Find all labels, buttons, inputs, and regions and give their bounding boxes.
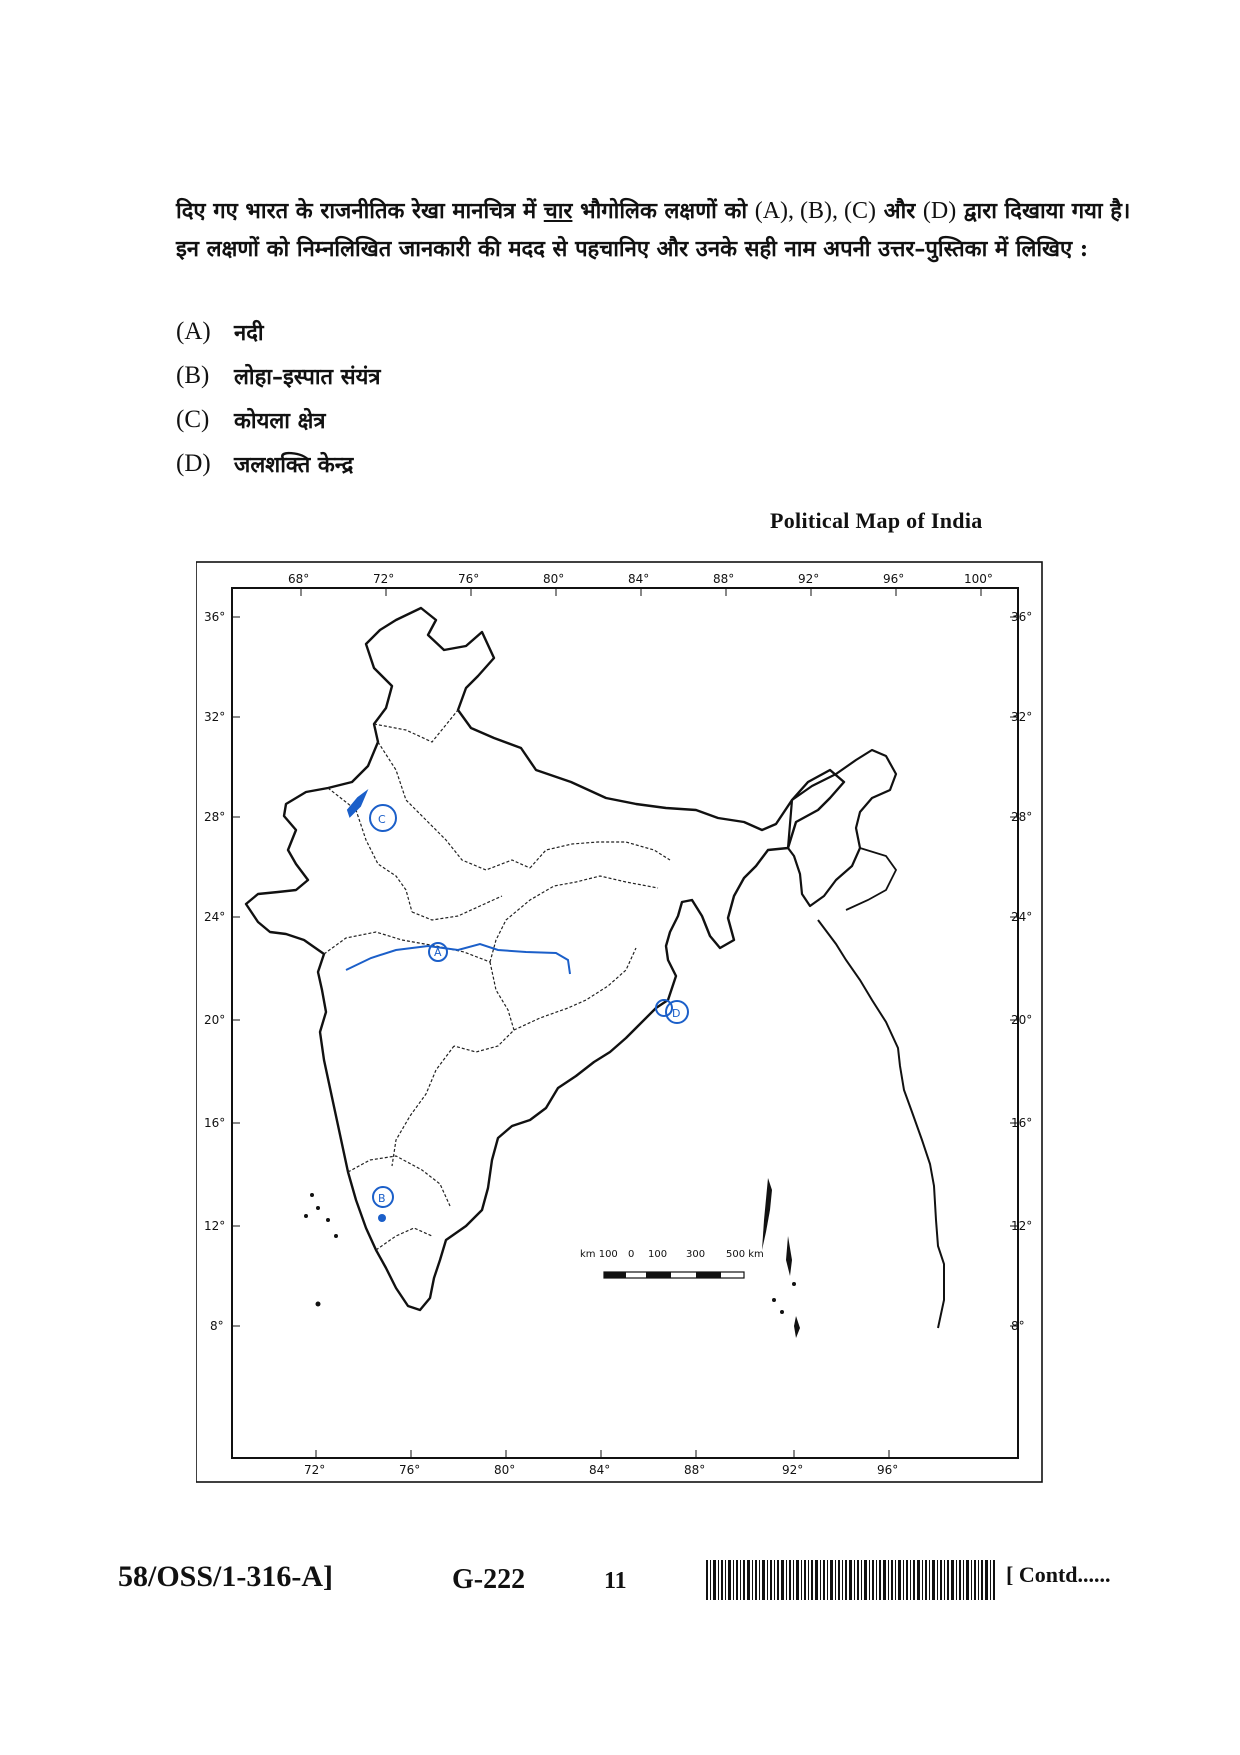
map-title: Political Map of India [770, 508, 983, 533]
right-tick-label: 20° [1011, 1013, 1033, 1027]
right-tick-label: 32° [1011, 710, 1033, 724]
top-tick-label: 72° [373, 572, 395, 586]
left-tick-label: 12° [204, 1219, 226, 1233]
left-tick-label: 8° [210, 1319, 224, 1333]
left-tick-label: 24° [204, 910, 226, 924]
eastern-coast [818, 920, 944, 1328]
ink-labels [378, 813, 680, 1205]
right-tick-label: 24° [1011, 910, 1033, 924]
left-tick-label: 20° [204, 1013, 226, 1027]
northeast-outline [788, 750, 896, 906]
right-ticks [1010, 610, 1032, 1333]
bottom-tick-label: 76° [399, 1463, 421, 1477]
right-tick-label: 36° [1011, 610, 1033, 624]
marker-d-label: D [672, 1007, 681, 1020]
marker-b-label: B [378, 1192, 386, 1205]
scale-bar [580, 1249, 764, 1278]
right-tick-label: 28° [1011, 810, 1033, 824]
top-tick-label: 88° [713, 572, 735, 586]
top-tick-label: 84° [628, 572, 650, 586]
options-list [176, 310, 381, 486]
option-b: (B) लोहा–इस्पात संयंत्र [176, 362, 381, 390]
barcode [706, 1560, 996, 1600]
bottom-tick-label: 84° [589, 1463, 611, 1477]
bottom-ticks [304, 1450, 898, 1477]
bottom-tick-label: 96° [877, 1463, 899, 1477]
top-tick-label: 92° [798, 572, 820, 586]
page-number: 11 [604, 1568, 627, 1594]
scale-left-label: km 100 [580, 1249, 618, 1260]
top-ticks [288, 572, 993, 596]
bottom-tick-label: 80° [494, 1463, 516, 1477]
scale-tick-100: 100 [648, 1249, 668, 1260]
india-map [196, 560, 1046, 1485]
scale-tick-300: 300 [686, 1249, 706, 1260]
scale-tick-0: 0 [628, 1249, 635, 1260]
option-c: (C) कोयला क्षेत्र [176, 406, 326, 434]
bay-coast [846, 848, 896, 910]
coal-field-mark [348, 792, 366, 816]
bottom-tick-label: 92° [782, 1463, 804, 1477]
ink-markings [346, 805, 688, 1207]
marker-a-label: A [434, 946, 442, 959]
left-tick-label: 28° [204, 810, 226, 824]
left-ticks [204, 610, 240, 1333]
top-tick-label: 100° [964, 572, 993, 586]
paper-code: 58/OSS/1-316-A] [118, 1560, 334, 1593]
top-tick-label: 80° [543, 572, 565, 586]
left-tick-label: 16° [204, 1116, 226, 1130]
right-tick-label: 16° [1011, 1116, 1033, 1130]
option-d: (D) जलशक्ति केन्द्र [176, 450, 354, 478]
map-inner-frame [232, 588, 1018, 1458]
left-tick-label: 36° [204, 610, 226, 624]
top-tick-label: 68° [288, 572, 310, 586]
question-text: दिए गए भारत के राजनीतिक रेखा मानचित्र में चार भौगोलिक लक्षणों को (A), (B), (C) और (D) द्वारा दिखाया गया है। इन लक्षणों को निम्नलिखित जानकारी की मदद से पहचानिए और उनके सही नाम अपनी उत्तर–पुस्तिका में लिखिए : [176, 198, 1131, 262]
india-outline [246, 608, 844, 1310]
left-tick-label: 32° [204, 710, 226, 724]
series-code: G-222 [452, 1564, 526, 1595]
top-tick-label: 96° [883, 572, 905, 586]
underlined-word: चार [543, 198, 573, 224]
right-tick-label: 8° [1011, 1319, 1025, 1333]
river-line [346, 944, 570, 974]
contd-note: [ Contd...... [1006, 1562, 1111, 1587]
steel-plant-dot [378, 1214, 386, 1222]
right-tick-label: 12° [1011, 1219, 1033, 1233]
state-boundaries [324, 710, 670, 1250]
marker-c-label: C [378, 813, 386, 826]
scale-tick-500: 500 km [726, 1249, 764, 1260]
option-a: (A) नदी [176, 318, 264, 346]
top-tick-label: 76° [458, 572, 480, 586]
bottom-tick-label: 88° [684, 1463, 706, 1477]
bottom-tick-label: 72° [304, 1463, 326, 1477]
